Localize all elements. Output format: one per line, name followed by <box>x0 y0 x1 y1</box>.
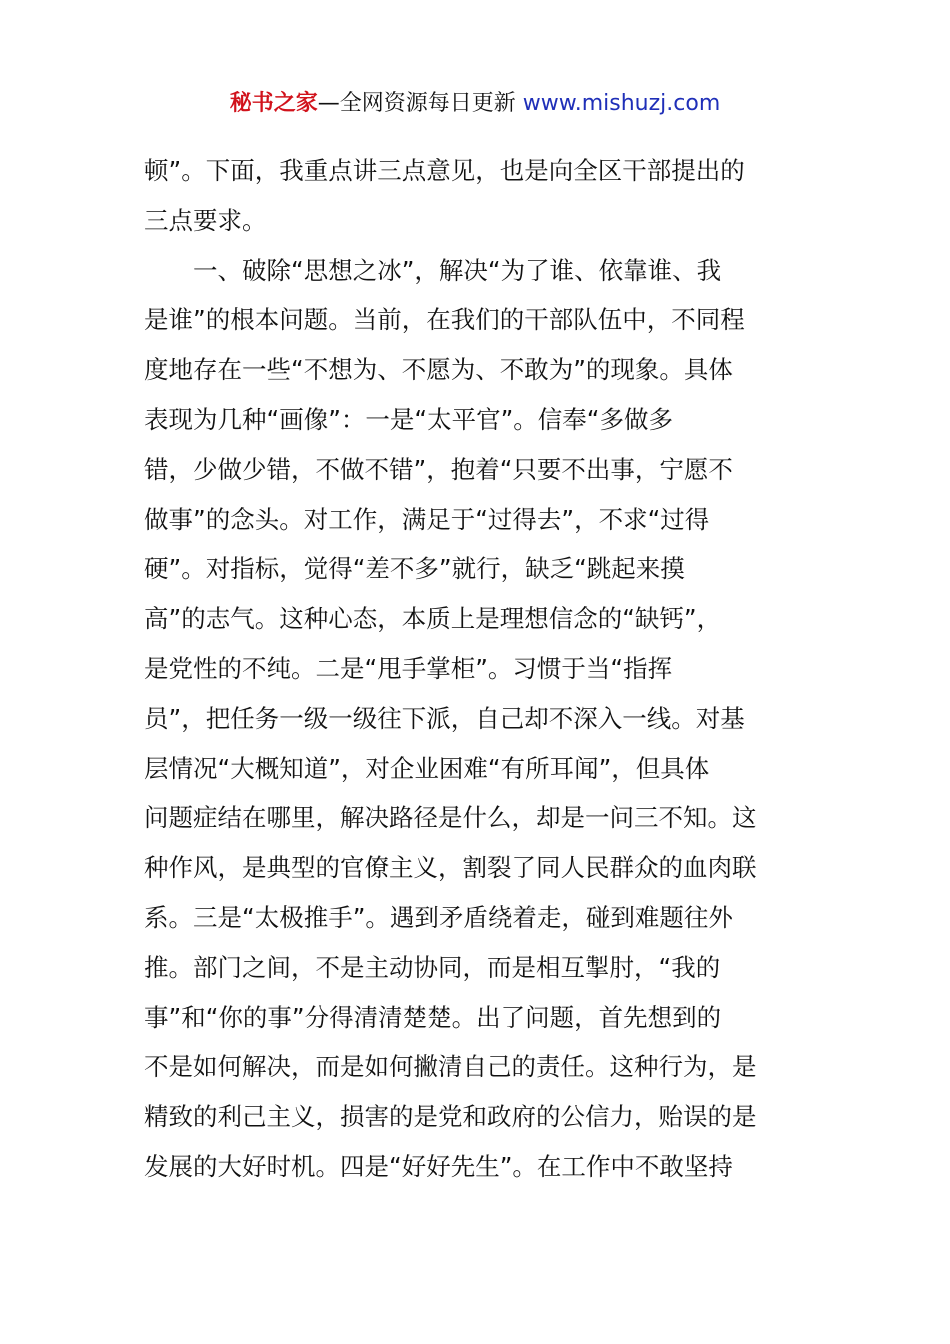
text-line: 是谁”的根本问题。当前，在我们的干部队伍中，不同程 <box>144 305 745 335</box>
text-line: 表现为几种“画像”：一是“太平官”。信奉“多做多 <box>144 404 673 434</box>
site-url-link[interactable]: www.mishuzj.com <box>522 91 721 116</box>
text-line: 高”的志气。这种心态，本质上是理想信念的“缺钙”， <box>144 604 722 634</box>
text-line: 是党性的不纯。二是“甩手掌柜”。习惯于当“指挥 <box>144 653 673 683</box>
text-line: 事”和“你的事”分得清清楚楚。出了问题，首先想到的 <box>144 1002 722 1032</box>
text-line: 精致的利己主义，损害的是党和政府的公信力，贻误的是 <box>144 1102 757 1132</box>
text-line: 顿”。下面，我重点讲三点意见，也是向全区干部提出的 <box>144 156 745 185</box>
text-line: 做事”的念头。对工作，满足于“过得去”，不求“过得 <box>144 504 710 534</box>
text-line: 种作风，是典型的官僚主义，割裂了同人民群众的血肉联 <box>144 853 757 883</box>
text-line: 问题症结在哪里，解决路径是什么，却是一问三不知。这 <box>144 803 757 833</box>
text-line: 度地存在一些“不想为、不愿为、不敢为”的现象。具体 <box>144 355 733 385</box>
text-line: 员”，把任务一级一级往下派，自己却不深入一线。对基 <box>144 703 745 733</box>
text-line: 推。部门之间，不是主动协同，而是相互掣肘，“我的 <box>144 952 721 982</box>
site-header <box>0 86 950 122</box>
brand-name: 秘书之家 <box>229 91 318 116</box>
header-tagline: —全网资源每日更新 <box>317 91 516 116</box>
text-line: 发展的大好时机。四是“好好先生”。在工作中不敢坚持 <box>144 1151 733 1181</box>
text-line: 硬”。对指标，觉得“差不多”就行，缺乏“跳起来摸 <box>144 554 685 584</box>
text-line: 不是如何解决，而是如何撇清自己的责任。这种行为，是 <box>144 1052 757 1082</box>
section-heading-line: 一、破除“思想之冰”，解决“为了谁、依靠谁、我 <box>193 255 722 285</box>
text-line: 系。三是“太极推手”。遇到矛盾绕着走，碰到难题往外 <box>144 902 733 932</box>
text-line: 错，少做少错，不做不错”，抱着“只要不出事，宁愿不 <box>144 454 733 484</box>
text-line: 三点要求。 <box>144 205 267 235</box>
document-body <box>144 146 808 1192</box>
text-line: 层情况“大概知道”，对企业困难“有所耳闻”，但具体 <box>144 753 710 783</box>
